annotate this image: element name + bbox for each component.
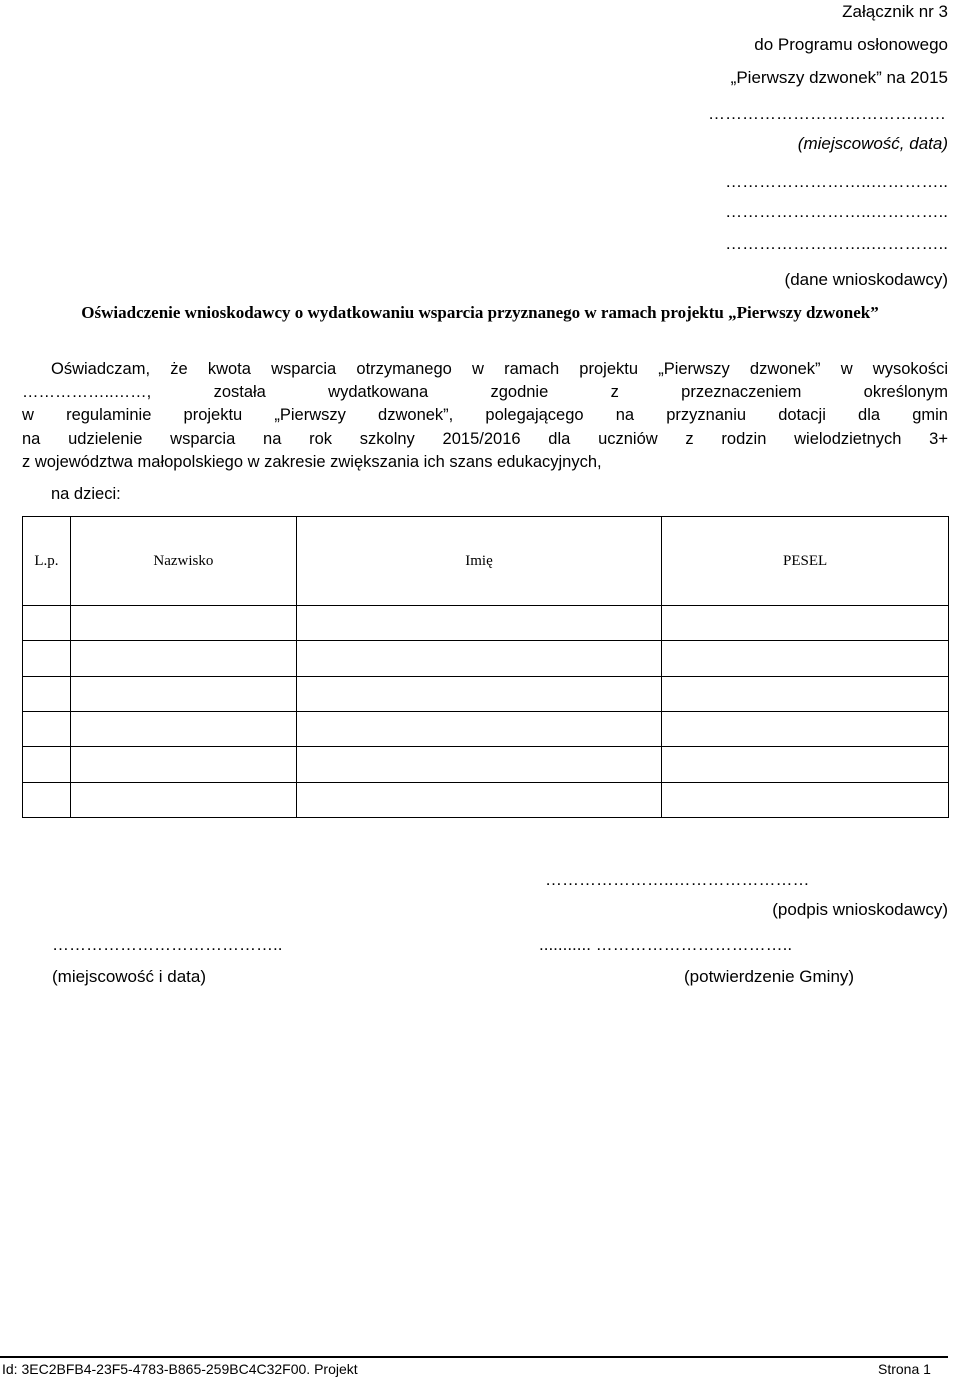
table-row bbox=[23, 782, 949, 817]
cell-nazwisko[interactable] bbox=[70, 606, 296, 641]
statement-line: z województwa małopolskiego w zakresie zwiększania ich szans edukacyjnych, bbox=[22, 452, 602, 471]
page-number: Strona 1 bbox=[878, 1361, 931, 1377]
gmina-confirmation-field[interactable]: ........... …………………………….. bbox=[539, 935, 793, 954]
place-date-signature-caption: (miejscowość i data) bbox=[52, 967, 206, 986]
column-header-lp: L.p. bbox=[23, 517, 71, 606]
cell-lp[interactable] bbox=[23, 606, 71, 641]
applicant-signature-caption: (podpis wnioskodawcy) bbox=[772, 900, 948, 919]
annex-number: Załącznik nr 3 bbox=[842, 2, 948, 21]
cell-imie[interactable] bbox=[296, 711, 662, 746]
cell-lp[interactable] bbox=[23, 641, 71, 676]
table-row bbox=[23, 606, 949, 641]
cell-imie[interactable] bbox=[296, 676, 662, 711]
document-id: Id: 3EC2BFB4-23F5-4783-B865-259BC4C32F00. Projekt bbox=[2, 1361, 358, 1377]
cell-lp[interactable] bbox=[23, 782, 71, 817]
statement-line: na udzielenie wsparcia na rok szkolny 2015/2016 dla uczniów z rodzin wielodzietnych 3+ bbox=[22, 429, 948, 448]
gmina-confirmation-caption: (potwierdzenie Gminy) bbox=[684, 967, 855, 986]
column-header-nazwisko: Nazwisko bbox=[70, 517, 296, 606]
applicant-data-caption: (dane wnioskodawcy) bbox=[784, 270, 948, 289]
cell-pesel[interactable] bbox=[662, 676, 949, 711]
statement-line: w regulaminie projektu „Pierwszy dzwonek”, polegającego na przyznaniu dotacji dla gmin bbox=[22, 406, 948, 425]
cell-nazwisko[interactable] bbox=[70, 641, 296, 676]
cell-nazwisko[interactable] bbox=[70, 676, 296, 711]
place-date-signature-field[interactable]: ………………………………….. bbox=[52, 935, 283, 954]
children-table bbox=[22, 516, 949, 818]
statement-paragraph bbox=[22, 358, 948, 474]
applicant-data-field-3[interactable]: ……………………..………….. bbox=[725, 234, 948, 253]
place-date-caption: (miejscowość, data) bbox=[797, 134, 948, 153]
program-name: „Pierwszy dzwonek” na 2015 bbox=[730, 68, 948, 87]
applicant-data-field-1[interactable]: ……………………..………….. bbox=[725, 172, 948, 191]
cell-pesel[interactable] bbox=[662, 711, 949, 746]
cell-imie[interactable] bbox=[296, 641, 662, 676]
cell-lp[interactable] bbox=[23, 676, 71, 711]
cell-lp[interactable] bbox=[23, 711, 71, 746]
table-row bbox=[23, 747, 949, 782]
statement-line: Oświadczam, że kwota wsparcia otrzymanego w ramach projektu „Pierwszy dzwonek” w wysokości bbox=[51, 360, 948, 378]
cell-pesel[interactable] bbox=[662, 641, 949, 676]
table-row bbox=[23, 711, 949, 746]
column-header-pesel: PESEL bbox=[662, 517, 949, 606]
cell-nazwisko[interactable] bbox=[70, 782, 296, 817]
column-header-imie: Imię bbox=[296, 517, 662, 606]
cell-nazwisko[interactable] bbox=[70, 747, 296, 782]
cell-lp[interactable] bbox=[23, 747, 71, 782]
table-row bbox=[23, 641, 949, 676]
cell-imie[interactable] bbox=[296, 606, 662, 641]
cell-imie[interactable] bbox=[296, 747, 662, 782]
applicant-signature-field[interactable]: …………………..…………………… bbox=[545, 870, 810, 889]
place-date-field[interactable]: …………………………………… bbox=[708, 104, 946, 123]
table-header-row bbox=[23, 517, 949, 606]
children-label: na dzieci: bbox=[51, 485, 121, 503]
cell-pesel[interactable] bbox=[662, 782, 949, 817]
table-row bbox=[23, 676, 949, 711]
cell-nazwisko[interactable] bbox=[70, 711, 296, 746]
document-title: Oświadczenie wnioskodawcy o wydatkowaniu wsparcia przyznanego w ramach projektu „Pierwszy dzwonek” bbox=[81, 303, 879, 322]
cell-pesel[interactable] bbox=[662, 606, 949, 641]
applicant-data-field-2[interactable]: ……………………..………….. bbox=[725, 202, 948, 221]
program-line: do Programu osłonowego bbox=[754, 35, 948, 54]
statement-line: ……………..……, została wydatkowana zgodnie z przeznaczeniem określonym bbox=[22, 383, 948, 402]
cell-imie[interactable] bbox=[296, 782, 662, 817]
footer-divider bbox=[0, 1356, 948, 1358]
cell-pesel[interactable] bbox=[662, 747, 949, 782]
